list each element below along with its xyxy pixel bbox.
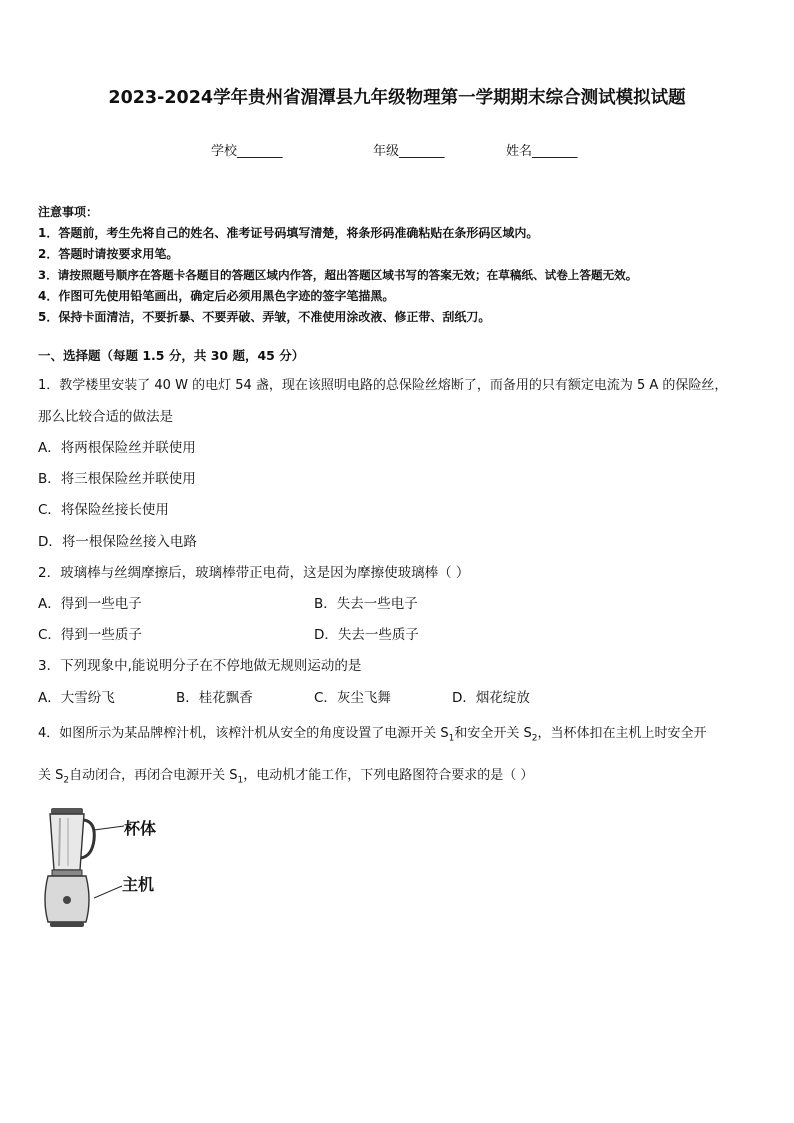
q2-stem: 2．玻璃棒与丝绸摩擦后，玻璃棒带正电荷，这是因为摩擦使玻璃棒（ ） — [38, 565, 470, 581]
notice-item: 3．请按照题号顺序在答题卡各题目的答题区域内作答，超出答题区域书写的答案无效；在草稿纸、试卷上答题无效。 — [38, 268, 638, 282]
student-info-row — [0, 140, 794, 160]
notice-item: 5．保持卡面清洁，不要折暴、不要弄破、弄皱，不准使用涂改液、修正带、刮纸刀。 — [38, 310, 491, 324]
page-title: 2023-2024学年贵州省湄潭县九年级物理第一学期期末综合测试模拟试题 — [108, 88, 686, 108]
name-field[interactable]: 姓名_______ — [506, 144, 578, 159]
q1-stem-line1: 1．教学楼里安装了 40 W 的电灯 54 盏，现在该照明电路的总保险丝熔断了，而备用的只有额定电流为 5 A 的保险丝， — [38, 378, 728, 393]
notice-heading: 注意事项： — [38, 205, 99, 219]
q2-option-b[interactable]: B．失去一些电子 — [314, 596, 418, 612]
q1-option-d[interactable]: D．将一根保险丝接入电路 — [38, 534, 197, 550]
q3-option-b[interactable]: B．桂花飘香 — [176, 690, 253, 706]
q2-option-d[interactable]: D．失去一些质子 — [314, 627, 419, 643]
school-field[interactable]: 学校_______ — [211, 144, 283, 159]
juicer-figure — [38, 800, 198, 930]
notice-item: 4．作图可先使用铅笔画出，确定后必须用黑色字迹的签字笔描黑。 — [38, 289, 395, 303]
q4-stem-line2: 关 $S_2$自动闭合，再闭合电源开关 $S_1$，电动机才能工作，下列电路图符合要求的是（ ） — [38, 768, 534, 786]
notice-block — [38, 202, 768, 328]
q3-option-d[interactable]: D．烟花绽放 — [452, 690, 530, 706]
cup-label: 杯体 — [124, 819, 157, 838]
q1-option-b[interactable]: B．将三根保险丝并联使用 — [38, 471, 196, 487]
notice-item: 2．答题时请按要求用笔。 — [38, 247, 179, 261]
q2-option-a[interactable]: A．得到一些电子 — [38, 596, 142, 612]
section-heading: 一、选择题（每题 1.5 分，共 30 题，45 分） — [38, 348, 305, 363]
q1-stem-line2: 那么比较合适的做法是 — [38, 409, 173, 425]
q2-option-c[interactable]: C．得到一些质子 — [38, 627, 142, 643]
q3-option-a[interactable]: A．大雪纷飞 — [38, 690, 115, 706]
notice-item: 1．答题前，考生先将自己的姓名、准考证号码填写清楚，将条形码准确粘贴在条形码区域内。 — [38, 226, 539, 240]
grade-field[interactable]: 年级_______ — [373, 144, 445, 159]
label-leader-lines — [94, 810, 124, 910]
q3-option-c[interactable]: C．灰尘飞舞 — [314, 690, 391, 706]
base-label: 主机 — [122, 875, 155, 894]
q4-stem-line1: 4．如图所示为某品牌榨汁机，该榨汁机从安全的角度设置了电源开关 $S_1$和安全开关 $S_2$，当杯体扣在主机上时安全开 — [38, 726, 707, 744]
q1-option-a[interactable]: A．将两根保险丝并联使用 — [38, 440, 196, 456]
q1-option-c[interactable]: C．将保险丝接长使用 — [38, 502, 169, 518]
q3-stem: 3．下列现象中,能说明分子在不停地做无规则运动的是 — [38, 658, 362, 674]
